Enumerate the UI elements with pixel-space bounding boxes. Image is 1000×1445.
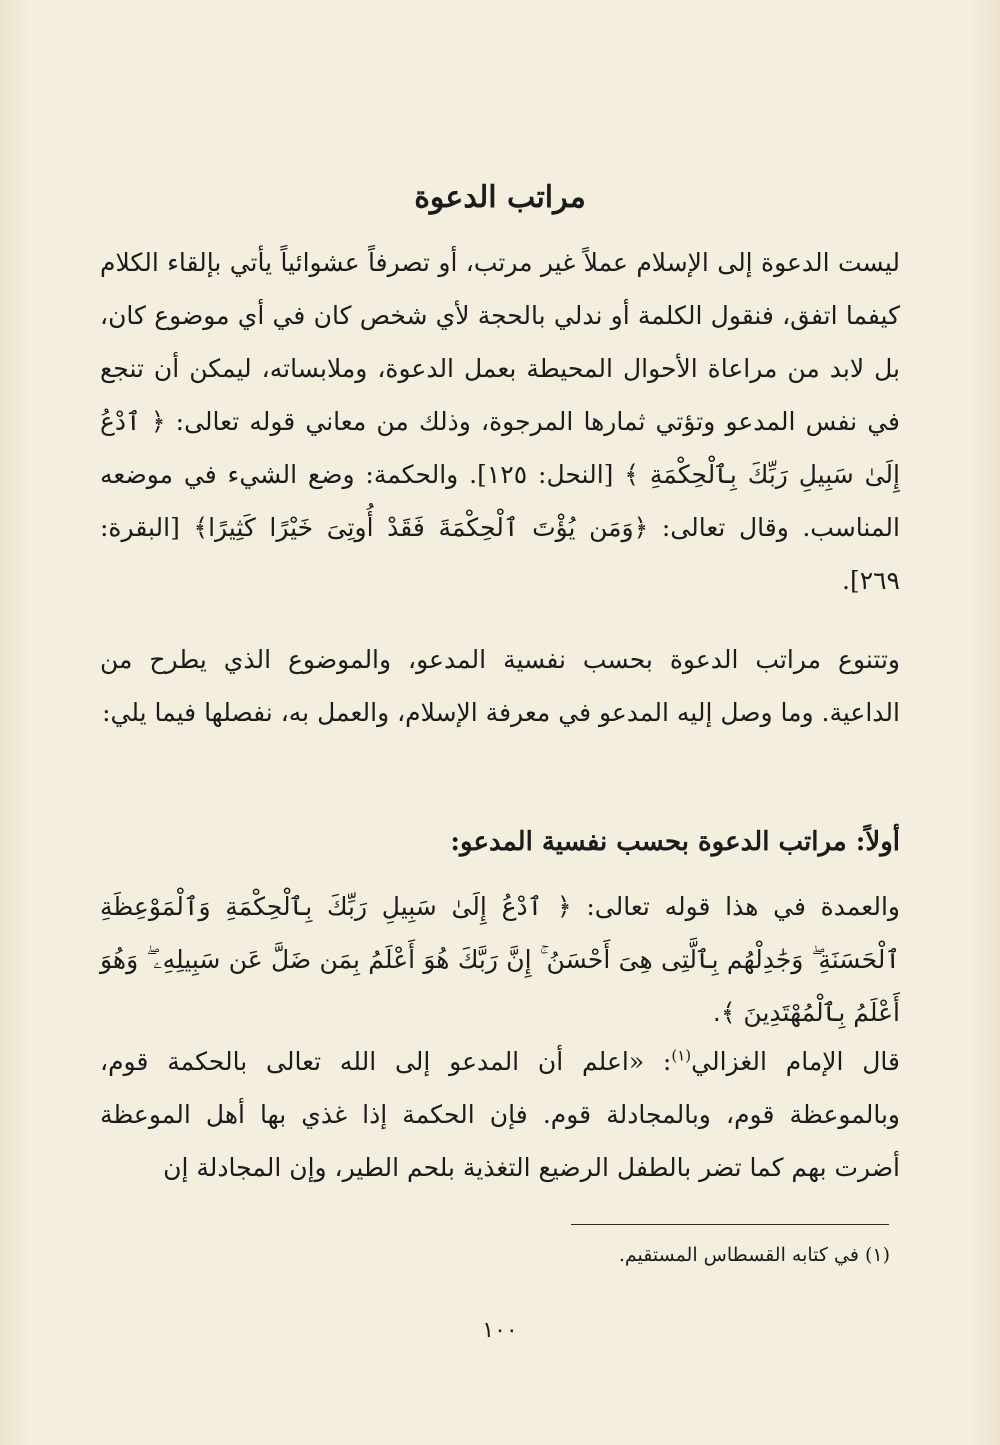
paragraph-ghazali-lead: قال الإمام الغزالي: [691, 1047, 900, 1076]
footnote: (١) في كتابه القسطاس المستقيم.: [618, 1244, 890, 1266]
verse-reference-baqara: [البقرة: ٢٦٩].: [100, 513, 900, 595]
quran-verse-baqara: ﴿وَمَن يُؤْتَ ٱلْحِكْمَةَ فَقَدْ أُوتِىَ خَيْرًا كَثِيرًا﴾: [193, 513, 649, 542]
footnote-marker: (١): [671, 1046, 692, 1065]
paragraph-basis-text: والعمدة في هذا قوله تعالى:: [586, 892, 900, 921]
paragraph-basis: [100, 880, 900, 1039]
quran-verse-nahl-full: ﴿ ٱدْعُ إِلَىٰ سَبِيلِ رَبِّكَ بِٱلْحِكْمَةِ وَٱلْمَوْعِظَةِ ٱلْحَسَنَةِ ۖ وَجَٰدِلْهُم بِٱلَّتِى هِىَ أَحْسَنُ ۚ إِنَّ رَبَّكَ هُوَ أَعْلَمُ بِمَن ضَلَّ عَن سَبِيلِهِۦ ۖ وَهُوَ أَعْلَمُ بِٱلْمُهْتَدِينَ ﴾.: [100, 892, 900, 1027]
paragraph-ghazali-text: : «اعلم أن المدعو إلى الله تعالى بالحكمة قوم، وبالموعظة قوم، وبالمجادلة قوم. فإن الحكمة إذا غذي بها أهل الموعظة أضرت بهم كما تضر بالطفل الرضيع التغذية بلحم الطير، وإن المجادلة إن: [100, 1047, 900, 1182]
paragraph-intro: [100, 236, 900, 607]
footnote-divider: [571, 1224, 889, 1225]
paragraph-types: [100, 633, 900, 739]
paragraph-ghazali: [100, 1035, 900, 1194]
paragraph-intro-text: ليست الدعوة إلى الإسلام عملاً غير مرتب، أو تصرفاً عشوائياً يأتي بإلقاء الكلام كيفما اتفق، فنقول الكلمة أو ندلي بالحجة لأي شخص كان في أي موضوع كان، بل لابد من مراعاة الأحوال المحيطة بعمل الدعوة، وملابساته، ليمكن أن تنجع في نفس المدعو وتؤتي ثمارها المرجوة، وذلك من معاني قوله تعالى:: [100, 248, 900, 436]
page-number: ١٠٠: [482, 1318, 518, 1343]
verse-reference-nahl: [النحل: ١٢٥].: [469, 460, 614, 489]
section-heading: مراتب الدعوة: [414, 180, 586, 215]
subsection-heading: أولاً: مراتب الدعوة بحسب نفسية المدعو:: [450, 827, 900, 857]
paragraph-wisdom-text: والحكمة: وضع الشيء في موضعه المناسب. وقال تعالى:: [100, 460, 900, 542]
quran-verse-nahl: ﴿ ٱدْعُ إِلَىٰ سَبِيلِ رَبِّكَ بِٱلْحِكْمَةِ ﴾: [100, 407, 900, 489]
paragraph-types-text: وتتنوع مراتب الدعوة بحسب نفسية المدعو، والموضوع الذي يطرح من الداعية. وما وصل إليه المدعو في معرفة الإسلام، والعمل به، نفصلها فيما يلي:: [100, 645, 900, 727]
